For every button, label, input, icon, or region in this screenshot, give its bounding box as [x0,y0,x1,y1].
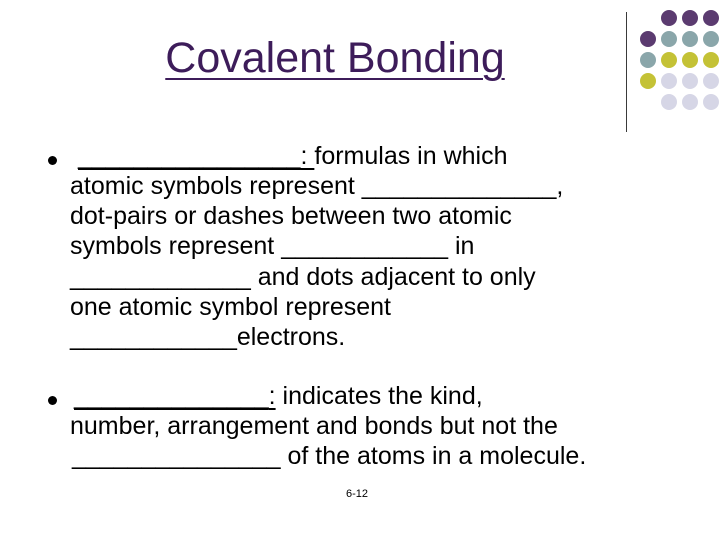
bullet-1-line [78,141,508,171]
page-number: 6-12 [346,488,369,500]
text-span: dot-pairs or dashes between two atomic [70,202,512,230]
bullet-1-line [70,322,345,352]
decorative-dot [661,52,677,68]
decorative-dot [661,73,677,89]
decorative-dot [682,31,698,47]
underlined-blank: ________________ [78,142,301,170]
text-span: _____________ and dots adjacent to only [70,263,536,291]
decorative-dot [703,52,719,68]
slide-title: Covalent Bonding [165,34,505,82]
decorative-dot [703,31,719,47]
decorative-dot [661,94,677,110]
bullet-1-line [70,292,391,322]
text-span: atomic symbols represent ______________, [70,172,564,200]
bullet-marker-2 [48,396,57,405]
bullet-marker-1 [48,156,57,165]
decorative-dot [682,52,698,68]
decorative-dot [640,73,656,89]
bullet-1-line [70,231,474,261]
decorative-dot [703,94,719,110]
text-span: formulas in which [314,142,508,170]
decorative-dot [703,10,719,26]
underlined-blank: ______________ [74,382,269,410]
decorative-dot [703,73,719,89]
bullet-1-line [70,262,536,292]
underlined-blank: : [268,382,276,410]
bullet-2-line [70,411,558,441]
text-span: ____________electrons. [70,323,346,351]
text-span: indicates the kind, [275,382,483,410]
bullet-2-line [72,441,586,471]
decorative-dot [640,52,656,68]
text-span: _______________ of the atoms in a molecule. [72,442,587,470]
decorative-dot [640,31,656,47]
decorative-dot [661,10,677,26]
decorative-dot-grid [640,10,720,116]
decorative-dot [661,31,677,47]
decorative-dot [682,73,698,89]
bullet-1-line [70,171,563,201]
bullet-1-line [70,201,512,231]
bullet-2-line [74,381,483,411]
text-span: one atomic symbol represent [70,293,391,321]
underlined-blank: : [300,142,315,170]
text-span: symbols represent ____________ in [70,232,475,260]
text-span: number, arrangement and bonds but not the [70,412,558,440]
vertical-divider [626,12,627,132]
decorative-dot [682,94,698,110]
decorative-dot [682,10,698,26]
